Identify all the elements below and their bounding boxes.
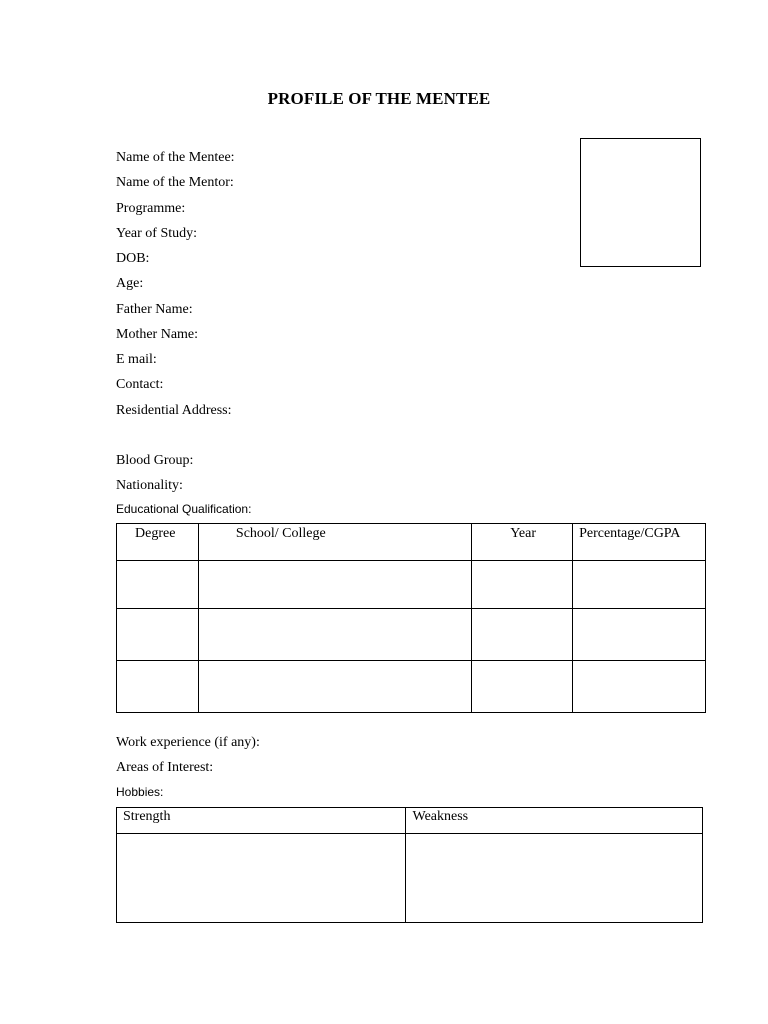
field-residential-address: Residential Address: <box>116 403 232 418</box>
table-cell <box>472 661 573 713</box>
field-mentee-name: Name of the Mentee: <box>116 150 235 165</box>
field-age: Age: <box>116 276 144 291</box>
table-row <box>117 561 706 609</box>
field-blood-group: Blood Group: <box>116 453 194 468</box>
column-weakness: Weakness <box>406 808 703 834</box>
field-father-name: Father Name: <box>116 302 193 317</box>
table-cell <box>117 661 199 713</box>
page-title: PROFILE OF THE MENTEE <box>267 89 491 108</box>
column-degree: Degree <box>117 524 199 561</box>
areas-of-interest-label: Areas of Interest: <box>116 760 214 775</box>
table-cell <box>198 609 471 661</box>
education-table-header <box>117 524 706 561</box>
field-email: E mail: <box>116 352 157 367</box>
table-cell <box>573 561 706 609</box>
table-cell <box>573 609 706 661</box>
work-experience-label: Work experience (if any): <box>116 735 260 750</box>
table-cell <box>117 834 406 923</box>
column-strength: Strength <box>117 808 406 834</box>
field-programme: Programme: <box>116 201 186 216</box>
table-row <box>117 609 706 661</box>
strength-weakness-table <box>116 807 703 923</box>
field-dob: DOB: <box>116 251 150 266</box>
table-cell <box>117 561 199 609</box>
table-cell <box>198 561 471 609</box>
field-nationality: Nationality: <box>116 478 183 493</box>
field-year-of-study: Year of Study: <box>116 226 198 241</box>
table-cell <box>406 834 703 923</box>
table-row <box>117 834 703 923</box>
table-row <box>117 661 706 713</box>
photo-box <box>580 138 701 267</box>
table-cell <box>198 661 471 713</box>
education-heading: Educational Qualification: <box>116 502 252 516</box>
education-table <box>116 523 706 713</box>
strength-weakness-header <box>117 808 703 834</box>
table-cell <box>573 661 706 713</box>
hobbies-label: Hobbies: <box>116 785 164 799</box>
column-year: Year <box>472 524 573 561</box>
field-mother-name: Mother Name: <box>116 327 199 342</box>
column-school-college: School/ College <box>198 524 471 561</box>
field-mentor-name: Name of the Mentor: <box>116 175 234 190</box>
table-cell <box>472 561 573 609</box>
field-contact: Contact: <box>116 377 164 392</box>
table-cell <box>472 609 573 661</box>
column-percentage-cgpa: Percentage/CGPA <box>573 524 706 561</box>
table-cell <box>117 609 199 661</box>
